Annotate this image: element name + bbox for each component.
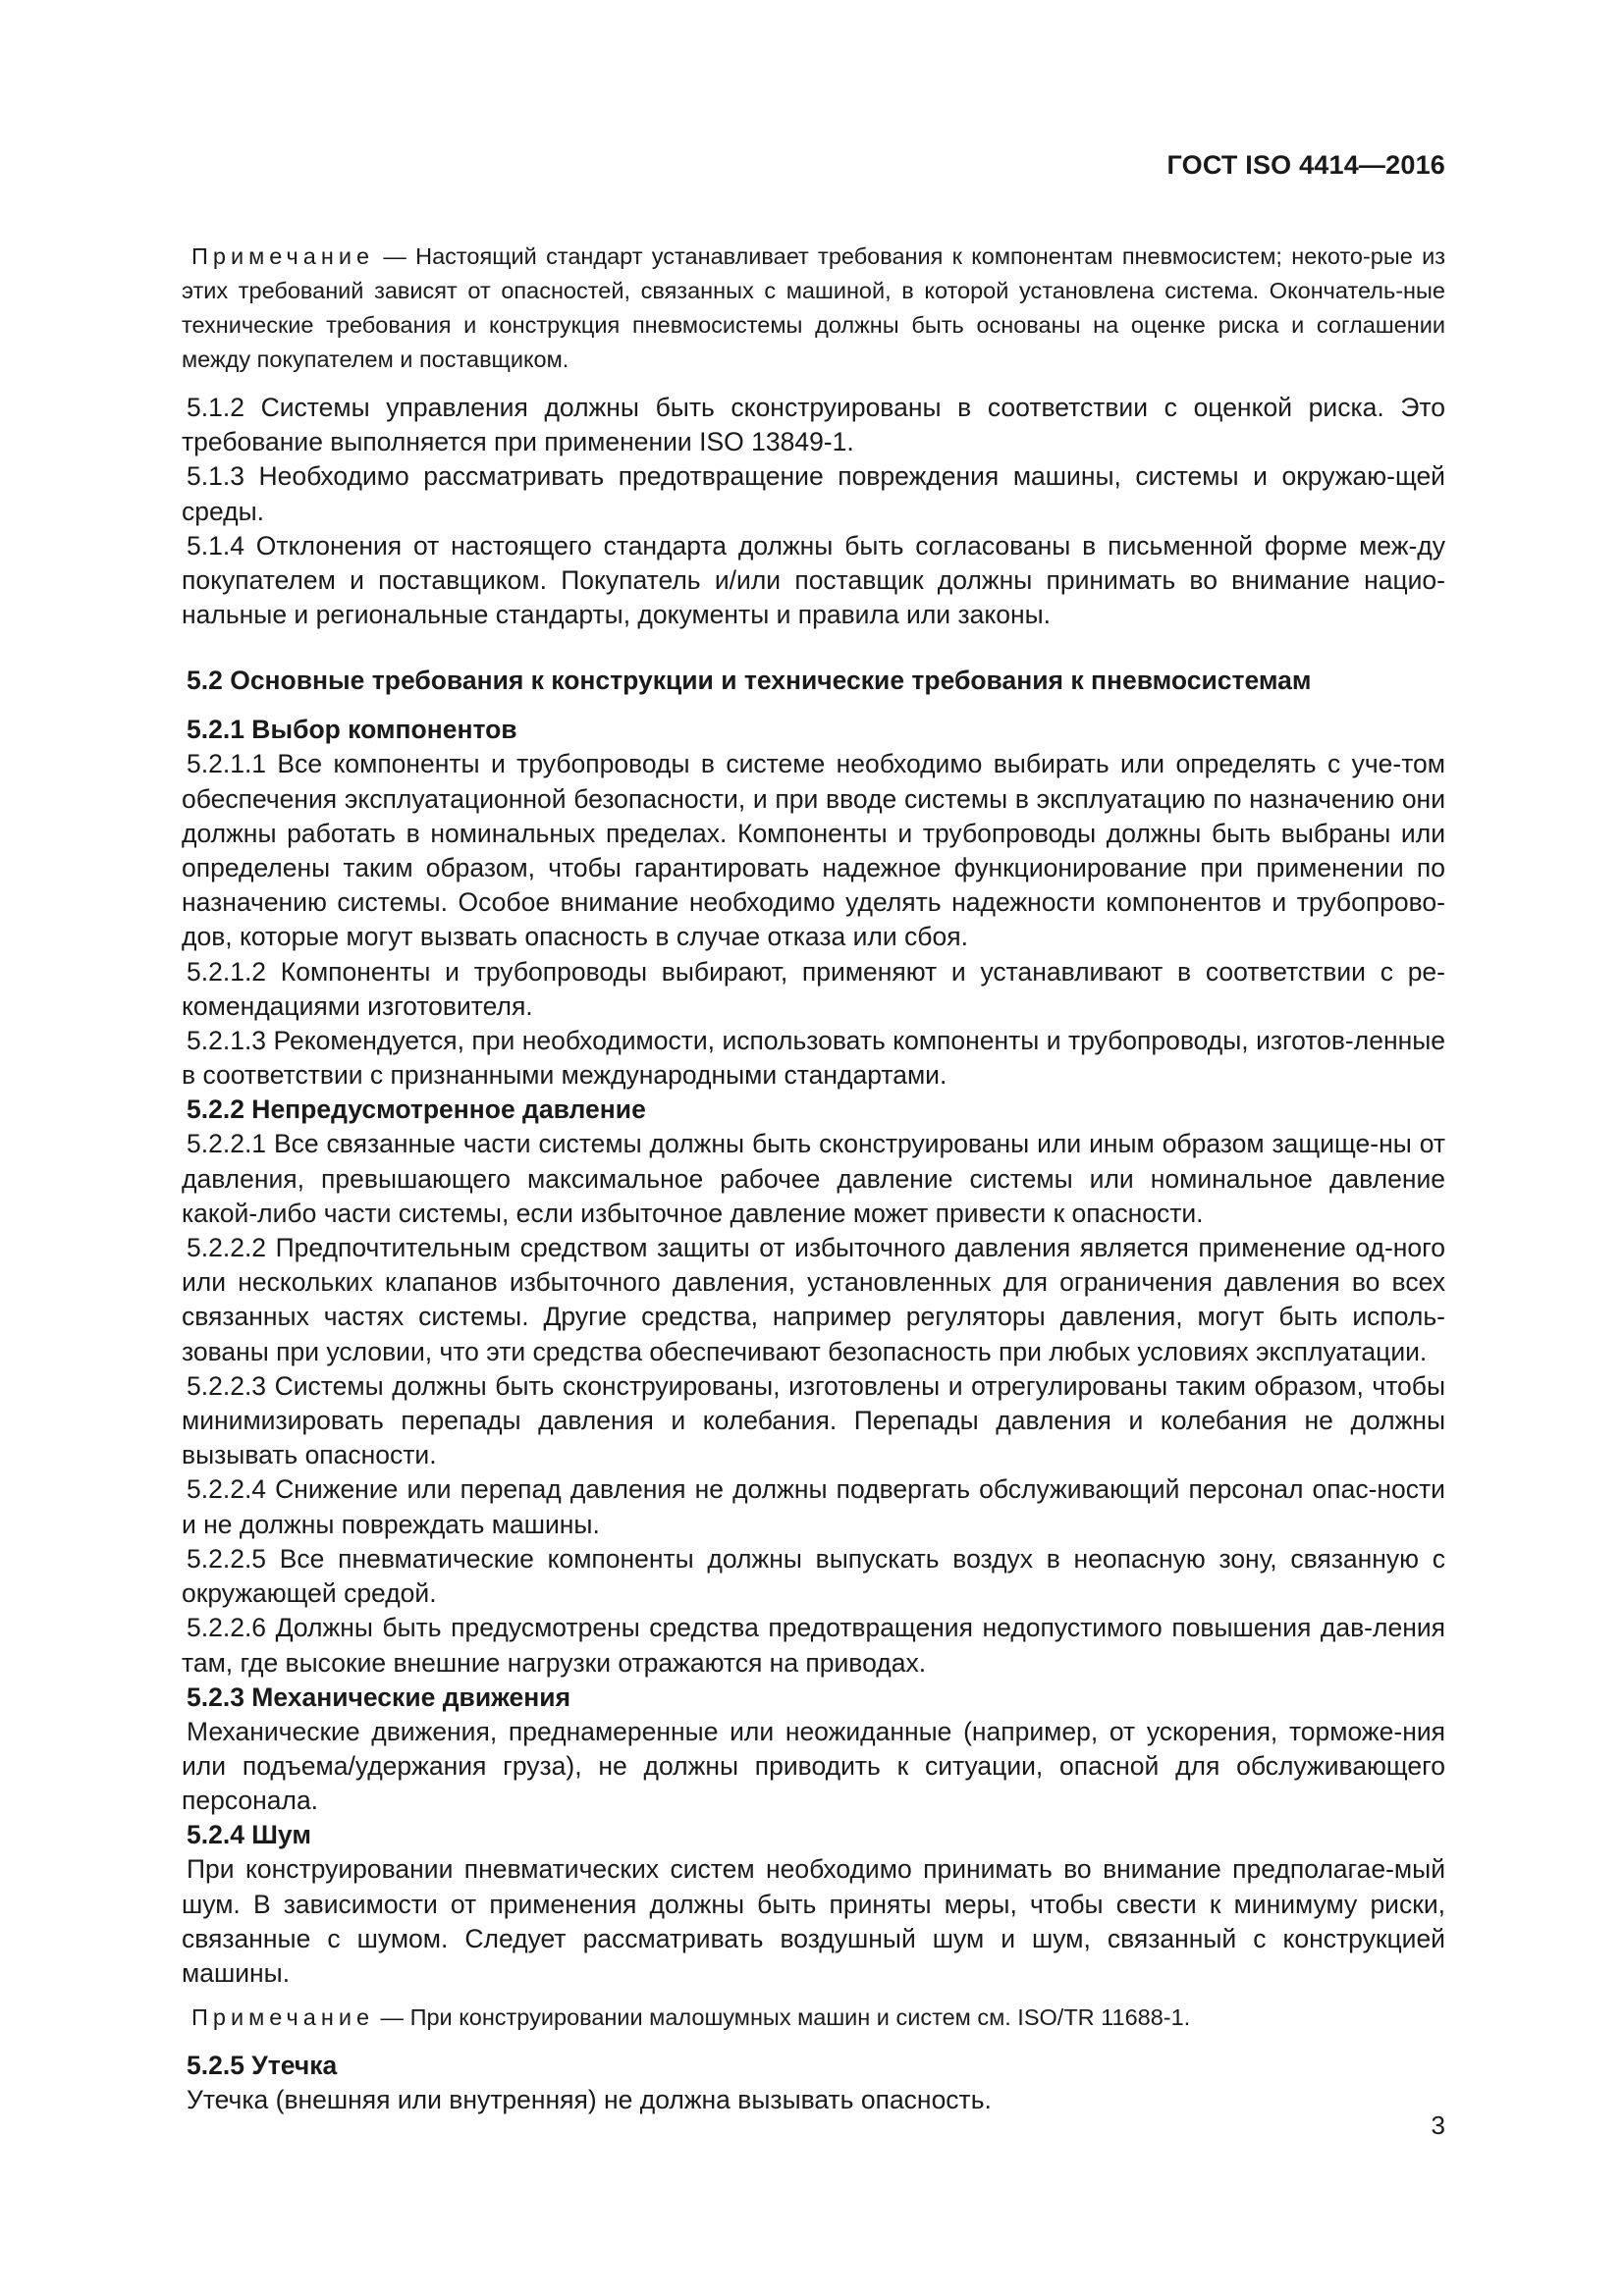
subsection-heading-5-2-1: 5.2.1 Выбор компонентов xyxy=(187,715,517,745)
paragraph-5-2-1-2: 5.2.1.2 Компоненты и трубопроводы выбирают, применяют и устанавливают в соответствии с ре-комендациями изготовителя. xyxy=(182,956,1445,1021)
subsection-heading-5-2-4: 5.2.4 Шум xyxy=(187,1820,311,1850)
paragraph-5-2-2-1: 5.2.2.1 Все связанные части системы должны быть сконструированы или иным образом защище-ны от давления, превышающего максимальное рабочее давление системы или номинальное давление какой-либо части системы, если избыточное давление может привести к опасности. xyxy=(182,1129,1445,1228)
paragraph-5-1-2: 5.1.2 Системы управления должны быть сконструированы в соответствии с оценкой риска. Это требование выполняется при применении ISO 13849-1. xyxy=(182,393,1445,457)
paragraph-5-1-3: 5.1.3 Необходимо рассматривать предотвращение повреждения машины, системы и окружаю-щей среды. xyxy=(182,461,1445,526)
note-label: Примечание xyxy=(191,243,375,269)
note-paragraph-2 xyxy=(182,2001,1445,2035)
paragraph-5-2-2-2: 5.2.2.2 Предпочтительным средством защиты от избыточного давления является применение од-ного или нескольких клапанов избыточного давления, установленных для ограничения давления во всех связанных частях системы. Другие средства, например регуляторы давления, могут быть исполь-зованы при условии, что эти средства обеспечивают безопасность при любых условиях эксплуатации. xyxy=(182,1233,1445,1366)
paragraph-5-2-1-1: 5.2.1.1 Все компоненты и трубопроводы в системе необходимо выбирать или определять с уче-том обеспечения эксплуатационной безопасности, и при вводе системы в эксплуатацию по назначению они должны работать в номинальных пределах. Компоненты и трубопроводы должны быть выбраны или определены таким образом, чтобы гарантировать надежное функционирование при применении по назначению системы. Особое внимание необходимо уделять надежности компонентов и трубопрово-дов, которые могут вызвать опасность в случае отказа или сбоя. xyxy=(182,749,1445,952)
document-header: ГОСТ ISO 4414—2016 xyxy=(1166,150,1445,180)
paragraph-5-1-4: 5.1.4 Отклонения от настоящего стандарта должны быть согласованы в письменной форме меж-ду покупателем и поставщиком. Покупатель и/или поставщик должны принимать во внимание нацио-нальные и региональные стандарты, документы и правила или законы. xyxy=(182,530,1445,630)
subsection-heading-5-2-5: 5.2.5 Утечка xyxy=(187,2051,338,2081)
subsection-heading-5-2-2: 5.2.2 Непредусмотренное давление xyxy=(187,1095,646,1125)
note-paragraph xyxy=(182,240,1445,377)
note-text: — Настоящий стандарт устанавливает требования к компонентам пневмосистем; некото-рые из этих требований зависят от опасностей, связанных с машиной, в которой установлена система. Окончатель-ные технические требования и конструкция пневмосистемы должны быть основаны на оценке риска и соглашении между покупателем и поставщиком. xyxy=(182,243,1445,372)
paragraph-5-2-4: При конструировании пневматических систем необходимо принимать во внимание предполагае-мый шум. В зависимости от применения должны быть приняты меры, чтобы свести к минимуму риски, связанные с шумом. Следует рассматривать воздушный шум и шум, связанный с конструкцией машины. xyxy=(182,1854,1445,1988)
paragraph-5-2-3: Механические движения, преднамеренные или неожиданные (например, от ускорения, торможе-ния или подъема/удержания груза), не должны приводить к ситуации, опасной для обслуживающего персонала. xyxy=(182,1716,1445,1816)
subsection-heading-5-2-3: 5.2.3 Механические движения xyxy=(187,1682,571,1712)
page-number: 3 xyxy=(1431,2110,1445,2140)
paragraph-5-2-1-3: 5.2.1.3 Рекомендуется, при необходимости, использовать компоненты и трубопроводы, изготов-ленные в соответствии с признанными международными стандартами. xyxy=(182,1026,1445,1091)
paragraph-5-2-2-5: 5.2.2.5 Все пневматические компоненты должны выпускать воздух в неопасную зону, связанную с окружающей средой. xyxy=(182,1543,1445,1609)
paragraph-5-2-2-6: 5.2.2.6 Должны быть предусмотрены средства предотвращения недопустимого повышения дав-ления там, где высокие внешние нагрузки отражаются на приводах. xyxy=(182,1613,1445,1678)
paragraph-5-2-2-3: 5.2.2.3 Системы должны быть сконструированы, изготовлены и отрегулированы таким образом, чтобы минимизировать перепады давления и колебания. Перепады давления и колебания не должны вызывать опасности. xyxy=(182,1370,1445,1470)
note-text-2: — При конструировании малошумных машин и систем см. ISO/TR 11688-1. xyxy=(374,2004,1191,2031)
note-label-2: Примечание xyxy=(191,2004,375,2031)
section-heading-5-2: 5.2 Основные требования к конструкции и технические требования к пневмосистемам xyxy=(187,666,1312,696)
paragraph-5-2-2-4: 5.2.2.4 Снижение или перепад давления не должны подвергать обслуживающий персонал опас-ности и не должны повреждать машины. xyxy=(182,1474,1445,1539)
paragraph-5-2-5: Утечка (внешняя или внутренняя) не должна вызывать опасность. xyxy=(187,2085,992,2115)
